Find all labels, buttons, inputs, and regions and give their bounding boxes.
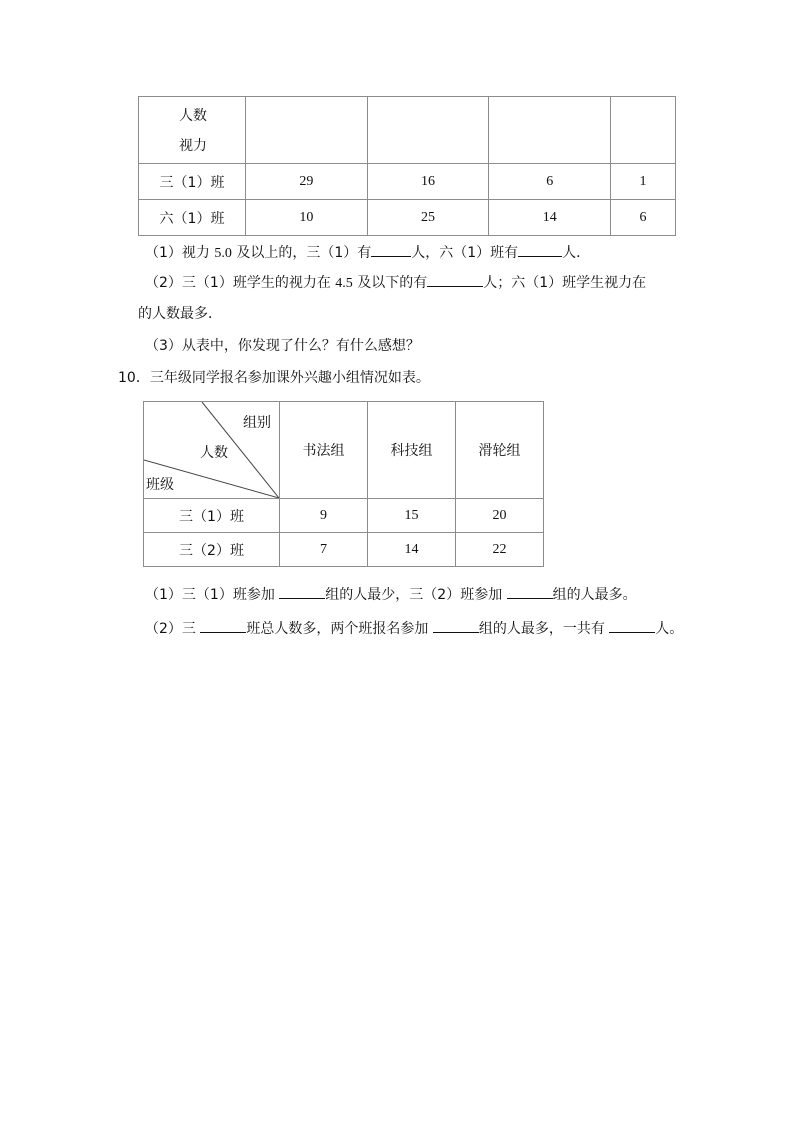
table-header-row bbox=[139, 97, 676, 164]
q10-title bbox=[118, 367, 430, 387]
answer-blank[interactable] bbox=[371, 242, 411, 257]
answer-blank[interactable] bbox=[433, 618, 479, 633]
answer-blank[interactable] bbox=[518, 242, 562, 257]
vision-table bbox=[138, 96, 676, 236]
table-cell: 15 bbox=[368, 499, 456, 533]
row-label: 三（2）班 bbox=[144, 533, 280, 567]
table-cell: 7 bbox=[280, 533, 368, 567]
table-row bbox=[139, 200, 676, 236]
table-cell: 1 bbox=[611, 164, 676, 200]
table-row bbox=[144, 533, 544, 567]
q9-part3: （3）从表中，你发现了什么？有什么感想？ bbox=[145, 338, 420, 354]
answer-blank[interactable] bbox=[200, 618, 246, 633]
table-corner-cell bbox=[144, 402, 280, 499]
column-header: 科技组 bbox=[368, 402, 456, 499]
header-vision-label: 视力 bbox=[179, 138, 207, 154]
answer-blank[interactable] bbox=[427, 272, 483, 287]
answer-blank[interactable] bbox=[609, 618, 655, 633]
row-label: 三（1）班 bbox=[139, 164, 246, 200]
table-cell: 29 bbox=[246, 164, 368, 200]
table-row bbox=[144, 499, 544, 533]
table-cell: 6 bbox=[611, 200, 676, 236]
column-header: 滑轮组 bbox=[456, 402, 544, 499]
table-cell: 22 bbox=[456, 533, 544, 567]
table-cell: 20 bbox=[456, 499, 544, 533]
answer-blank[interactable] bbox=[279, 584, 325, 599]
q10-title-text: 三年级同学报名参加课外兴趣小组情况如表。 bbox=[149, 370, 430, 386]
table-cell: 6 bbox=[489, 164, 611, 200]
table-row bbox=[139, 164, 676, 200]
q10-part1: （1）三（1）班参加 组的人最少，三（2）班参加 组的人最多。 bbox=[145, 584, 637, 604]
header-cell bbox=[246, 97, 368, 164]
header-cell bbox=[611, 97, 676, 164]
row-label: 六（1）班 bbox=[139, 200, 246, 236]
table-header-row bbox=[144, 402, 544, 499]
table-cell: 10 bbox=[246, 200, 368, 236]
q10-number: 10． bbox=[118, 370, 150, 386]
table-cell: 9 bbox=[280, 499, 368, 533]
header-count-label: 人数 bbox=[200, 445, 228, 461]
table-cell: 25 bbox=[367, 200, 489, 236]
q9-part2: （2）三（1）班学生的视力在 4.5 及以下的有 人；六（1）班学生视力在 bbox=[145, 272, 646, 292]
table-cell: 16 bbox=[367, 164, 489, 200]
row-label: 三（1）班 bbox=[144, 499, 280, 533]
table-corner-cell bbox=[139, 97, 246, 164]
interest-group-table bbox=[143, 401, 544, 567]
answer-blank[interactable] bbox=[507, 584, 553, 599]
header-cell bbox=[489, 97, 611, 164]
q10-part2: （2）三 班总人数多，两个班报名参加 组的人最多，一共有 人。 bbox=[145, 618, 683, 638]
q9-part1: （1）视力 5.0 及以上的，三（1）有 人，六（1）班有 人． bbox=[145, 242, 590, 262]
header-group-label: 组别 bbox=[243, 415, 271, 431]
q9-part2-cont: 的人数最多． bbox=[138, 306, 222, 322]
column-header: 书法组 bbox=[280, 402, 368, 499]
table-cell: 14 bbox=[368, 533, 456, 567]
table-cell: 14 bbox=[489, 200, 611, 236]
header-cell bbox=[367, 97, 489, 164]
header-count-label: 人数 bbox=[179, 108, 207, 124]
header-class-label: 班级 bbox=[146, 477, 174, 493]
